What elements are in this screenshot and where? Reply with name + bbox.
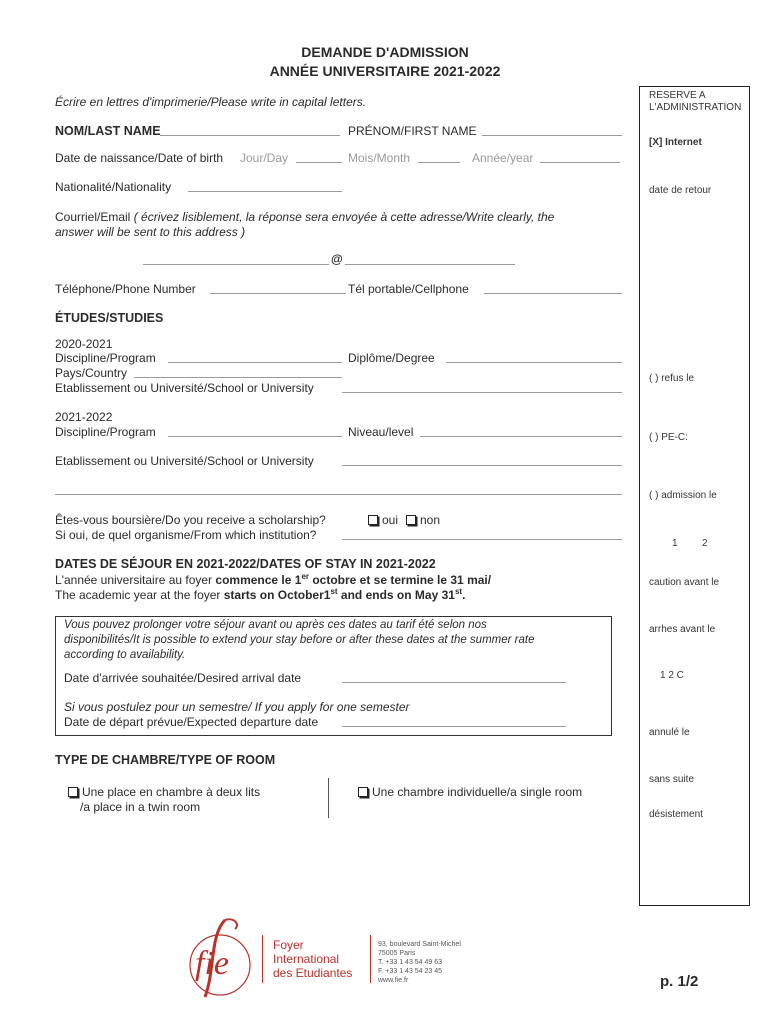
institution-2-field-continued[interactable]: [55, 483, 622, 495]
birth-year-field[interactable]: [540, 151, 620, 163]
checkbox-icon[interactable]: [358, 787, 368, 797]
firstname-field[interactable]: [482, 124, 622, 136]
form-subtitle: ANNÉE UNIVERSITAIRE 2021-2022: [269, 63, 501, 79]
arrival-label: Date d'arrivée souhaitée/Desired arrival date: [64, 671, 302, 685]
org-name-2: International: [273, 952, 340, 966]
scholarship-yes-option[interactable]: [368, 513, 398, 527]
room-single-label: Une chambre individuelle/a single room: [372, 785, 583, 799]
email-note-2: answer will be sent to this address ): [55, 225, 246, 239]
extend-note-1: Vous pouvez prolonger votre séjour avant ou après ces dates au tarif été selon nos: [64, 619, 487, 631]
address-line-4: F. +33 1 43 54 23 45: [378, 968, 443, 975]
discipline-1-field[interactable]: [168, 351, 342, 363]
stay-fr-end: octobre et se termine le 31 mai/: [309, 573, 492, 587]
scholarship-no-option[interactable]: [406, 513, 440, 527]
nationality-label: Nationalité/Nationality: [55, 180, 172, 194]
address-line-5: www.fie.fr: [378, 977, 409, 984]
org-name-1: Foyer: [273, 938, 304, 952]
fie-logo: [180, 915, 260, 1000]
admin-desistement: désistement: [649, 809, 703, 820]
birth-day-label: Jour/Day: [240, 151, 289, 165]
discipline-2-field[interactable]: [168, 425, 342, 437]
lastname-label: NOM/LAST NAME: [55, 124, 161, 138]
admin-title-1: RESERVE A: [649, 90, 706, 101]
institution-2-label: Etablissement ou Université/School or University: [55, 454, 314, 468]
birth-day-field[interactable]: [296, 151, 342, 163]
cellphone-label: Tél portable/Cellphone: [348, 282, 469, 296]
discipline-2-label: Discipline/Program: [55, 425, 156, 439]
address-line-3: T. +33 1 43 54 49 63: [378, 959, 443, 966]
stay-en-end: and ends on May 31: [337, 588, 455, 602]
address-line-1: 93, boulevard Saint-Michel: [378, 941, 461, 948]
email-note: ( écrivez lisiblement, la réponse sera envoyée à cette adresse/Write clearly, the: [133, 210, 555, 224]
address-block: [378, 940, 461, 985]
admin-num-1: 1: [672, 538, 678, 549]
admin-row-12c: 1 2 C: [660, 670, 684, 681]
stay-heading: DATES DE SÉJOUR EN 2021-2022/DATES OF STAY IN 2021-2022: [55, 557, 436, 571]
email-at-sign: @: [331, 252, 343, 266]
departure-label: Date de départ prévue/Expected departure date: [64, 715, 319, 729]
institution-1-field[interactable]: [342, 381, 622, 393]
page-number: p. 1/2: [660, 973, 699, 990]
scholarship-label: Êtes-vous boursière/Do you receive a scholarship?: [55, 513, 326, 527]
email-label: Courriel/Email: [55, 210, 131, 224]
org-name-block: [273, 938, 352, 980]
admin-annule: annulé le: [649, 727, 690, 738]
room-twin-label-2: /a place in a twin room: [80, 800, 201, 814]
organism-label: Si oui, de quel organisme/From which institution?: [55, 528, 317, 542]
email-label-row: [55, 210, 554, 224]
studies-heading: ÉTUDES/STUDIES: [55, 311, 164, 325]
birth-month-label: Mois/Month: [348, 151, 411, 165]
address-divider: [370, 935, 371, 983]
studies-year-2: 2021-2022: [55, 410, 113, 424]
degree-label: Diplôme/Degree: [348, 351, 435, 365]
room-single-option[interactable]: [358, 785, 582, 799]
instruction-text: Écrire en lettres d'imprimerie/Please write in capital letters.: [55, 95, 367, 109]
stay-box: [55, 616, 612, 736]
stay-fr-sup: er: [301, 572, 309, 581]
nationality-field[interactable]: [188, 180, 342, 192]
stay-fr-text: L'année universitaire au foyer: [55, 573, 216, 587]
stay-en-line: [55, 587, 465, 602]
institution-1-label: Etablissement ou Université/School or University: [55, 381, 314, 395]
address-line-2: 75005 Paris: [378, 950, 416, 957]
phone-field[interactable]: [210, 282, 346, 294]
degree-field[interactable]: [446, 351, 622, 363]
extend-note-2: disponibilités/It is possible to extend your stay before or after these dates at the summer rate: [64, 634, 535, 646]
fie-logo-mark: fie: [195, 945, 229, 982]
arrival-field[interactable]: [342, 671, 566, 683]
admin-box: [639, 86, 750, 906]
lastname-field[interactable]: [160, 124, 340, 136]
country-label: Pays/Country: [55, 366, 128, 380]
stay-en-sup: st: [330, 587, 338, 596]
admin-num-2: 2: [702, 538, 708, 549]
stay-en-start: starts on October1: [223, 588, 331, 602]
organism-field[interactable]: [342, 528, 622, 540]
departure-field[interactable]: [342, 715, 566, 727]
checkbox-icon[interactable]: [368, 515, 378, 525]
country-field[interactable]: [134, 366, 342, 378]
org-name-3: des Etudiantes: [273, 966, 353, 980]
institution-2-field[interactable]: [342, 454, 622, 466]
birth-label: Date de naissance/Date of birth: [55, 151, 224, 165]
scholarship-no-label: non: [420, 513, 441, 527]
stay-en-sup-2: st: [454, 587, 463, 596]
admin-internet: [X] Internet: [649, 137, 702, 148]
room-twin-label: Une place en chambre à deux lits: [82, 785, 261, 799]
admin-pec: ( ) PE-C:: [649, 432, 688, 443]
cellphone-field[interactable]: [484, 282, 622, 294]
admin-refus: ( ) refus le: [649, 373, 695, 384]
level-field[interactable]: [420, 425, 622, 437]
stay-fr-line: [55, 572, 491, 587]
form-title: DEMANDE D'ADMISSION: [301, 44, 469, 60]
birth-month-field[interactable]: [418, 151, 460, 163]
extend-note-3: according to availability.: [64, 649, 186, 661]
semester-note: Si vous postulez pour un semestre/ If you apply for one semester: [64, 700, 410, 714]
studies-year-1: 2020-2021: [55, 337, 113, 351]
admin-sans-suite: sans suite: [649, 774, 695, 785]
level-label: Niveau/level: [348, 425, 414, 439]
logo-divider: [262, 935, 263, 983]
phone-label: Téléphone/Phone Number: [55, 282, 196, 296]
scholarship-yes-label: oui: [382, 513, 399, 527]
admin-return-date: date de retour: [649, 185, 712, 196]
admin-caution: caution avant le: [649, 577, 720, 588]
discipline-1-label: Discipline/Program: [55, 351, 156, 365]
admin-title-2: L'ADMINISTRATION: [649, 102, 742, 113]
birth-year-label: Année/year: [472, 151, 534, 165]
admin-admission: ( ) admission le: [649, 490, 717, 501]
room-heading: TYPE DE CHAMBRE/TYPE OF ROOM: [55, 753, 276, 767]
email-domain-field[interactable]: [345, 253, 515, 265]
stay-fr-start: commence le 1: [215, 573, 302, 587]
firstname-label: PRÉNOM/FIRST NAME: [348, 124, 477, 138]
stay-en-text: The academic year at the foyer: [55, 588, 224, 602]
stay-en-period: .: [462, 588, 466, 602]
room-twin-option[interactable]: [68, 785, 260, 799]
email-user-field[interactable]: [143, 253, 329, 265]
checkbox-icon[interactable]: [68, 787, 78, 797]
admin-arrhes: arrhes avant le: [649, 624, 716, 635]
room-divider: [328, 778, 329, 818]
checkbox-icon[interactable]: [406, 515, 416, 525]
